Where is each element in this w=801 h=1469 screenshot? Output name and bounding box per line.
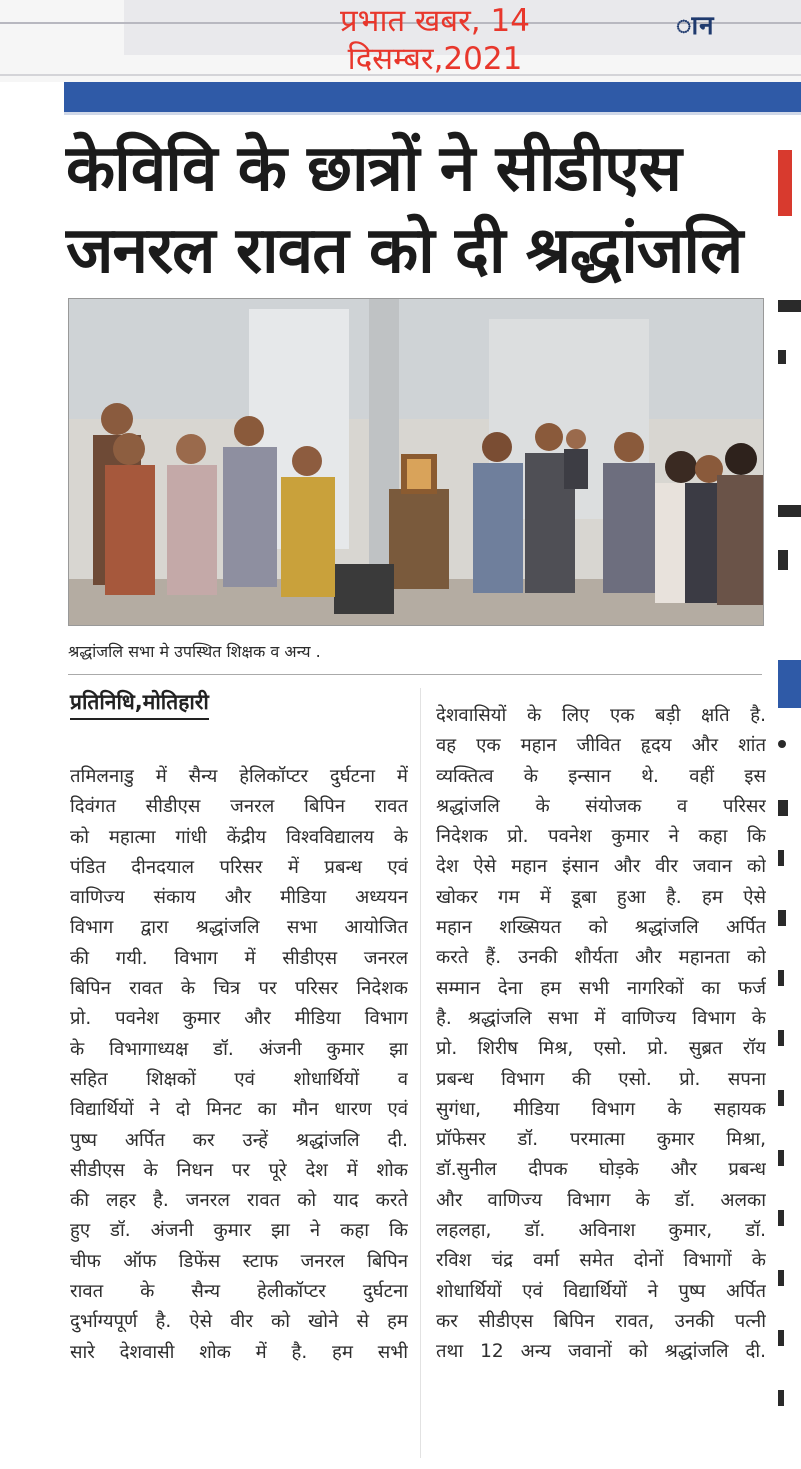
article-line: प्रो. शिरीष मिश्र, एसो. प्रो. सुब्रत रॉय <box>436 1038 766 1060</box>
article-line: विद्यार्थियों ने दो मिनट का मौन धारण एवं <box>70 1099 408 1121</box>
masthead-fragment: ान <box>676 11 715 41</box>
article-line: दिवंगत सीडीएस जनरल बिपिन रावत <box>70 796 408 818</box>
article-line: रावत के सैन्य हेलीकॉप्टर दुर्घटना <box>70 1281 408 1303</box>
byline: प्रतिनिधि,मोतिहारी <box>70 688 209 720</box>
article-line: के विभागाध्यक्ष डॉ. अंजनी कुमार झा <box>70 1038 408 1060</box>
article-line: की गयी. विभाग में सीडीएस जनरल <box>70 947 408 969</box>
article-line: बिपिन रावत के चित्र पर परिसर निदेशक <box>70 978 408 1000</box>
article-line: प्रबन्ध विभाग की एसो. प्रो. सपना <box>436 1068 766 1090</box>
article-line: व्यक्तित्व के इन्सान थे. वहीं इस <box>436 765 766 787</box>
article-line: चीफ ऑफ डिफेंस स्टाफ जनरल बिपिन <box>70 1250 408 1272</box>
article-line: और वाणिज्य विभाग के डॉ. अलका <box>436 1189 766 1211</box>
adjacent-column-fragment <box>778 150 801 1469</box>
article-line: सीडीएस के निधन पर पूरे देश में शोक <box>70 1159 408 1181</box>
caption-divider <box>68 674 762 675</box>
section-bar-underline <box>64 112 801 115</box>
article-line: हुए डॉ. अंजनी कुमार झा ने कहा कि <box>70 1220 408 1242</box>
article-line: सम्मान देना हम सभी नागरिकों का फर्ज <box>436 977 766 999</box>
headline <box>66 128 786 292</box>
date-line: दिसम्बर,2021 <box>347 41 523 77</box>
article-line: विभाग द्वारा श्रद्धांजलि सभा आयोजित <box>70 917 408 939</box>
article-line: को महात्मा गांधी केंद्रीय विश्वविद्यालय के <box>70 826 408 848</box>
article-line: करते हैं. उनकी शौर्यता और महानता को <box>436 947 766 969</box>
article-line: है. श्रद्धांजलि सभा में वाणिज्य विभाग के <box>436 1007 766 1029</box>
source-date-overlay <box>300 2 570 78</box>
article-line: श्रद्धांजलि के संयोजक व परिसर <box>436 795 766 817</box>
column-rule <box>420 688 421 1458</box>
article-line: वह एक महान जीवित हृदय और शांत <box>436 735 766 757</box>
headline-line-1: केविवि के छात्रों ने सीडीएस <box>66 132 681 206</box>
article-line: सारे देशवासी शोक में है. हम सभी <box>70 1341 408 1363</box>
article-line: देश ऐसे महान इंसान और वीर जवान को <box>436 856 766 878</box>
article-line: की लहर है. जनरल रावत को याद करते <box>70 1190 408 1212</box>
article-line: लहलहा, डॉ. अविनाश कुमार, डॉ. <box>436 1220 766 1242</box>
article-line: सहित शिक्षकों एवं शोधार्थियों व <box>70 1068 408 1090</box>
article-line: निदेशक प्रो. पवनेश कुमार ने कहा कि <box>436 826 766 848</box>
article-column-1 <box>70 762 408 1368</box>
article-line: प्रॉफेसर डॉ. परमात्मा कुमार मिश्रा, <box>436 1129 766 1151</box>
article-line: सुगंधा, मीडिया विभाग के सहायक <box>436 1098 766 1120</box>
section-color-bar <box>64 82 801 112</box>
group-photo-illustration <box>69 299 763 625</box>
article-line: कर सीडीएस बिपिन रावत, उनकी पत्नी <box>436 1310 766 1332</box>
article-line: महान शख्सियत को श्रद्धांजलि अर्पित <box>436 917 766 939</box>
article-line: रविश चंद्र वर्मा समेत दोनों विभागों के <box>436 1250 766 1272</box>
article-line: डॉ.सुनील दीपक घोड़के और प्रबन्ध <box>436 1159 766 1181</box>
article-line: तथा 12 अन्य जवानों को श्रद्धांजलि दी. <box>436 1341 766 1363</box>
article-line: दुर्भाग्यपूर्ण है. ऐसे वीर को खोने से हम <box>70 1311 408 1333</box>
article-line: पुष्प अर्पित कर उन्हें श्रद्धांजलि दी. <box>70 1129 408 1151</box>
headline-line-2: जनरल रावत को दी श्रद्धांजलि <box>66 214 743 288</box>
article-line: वाणिज्य संकाय और मीडिया अध्ययन <box>70 887 408 909</box>
article-line: तमिलनाडु में सैन्य हेलिकॉप्टर दुर्घटना में <box>70 766 408 787</box>
source-line: प्रभात खबर, 14 <box>340 3 530 39</box>
article-line: देशवासियों के लिए एक बड़ी क्षति है. <box>436 705 766 726</box>
photo-caption: श्रद्धांजलि सभा मे उपस्थित शिक्षक व अन्य . <box>68 642 321 661</box>
article-line: शोधार्थियों एवं विद्यार्थियों ने पुष्प अर्पित <box>436 1280 766 1302</box>
article-line: पंडित दीनदयाल परिसर में प्रबन्ध एवं <box>70 856 408 878</box>
article-column-2 <box>436 701 766 1368</box>
article-line: प्रो. पवनेश कुमार और मीडिया विभाग <box>70 1008 408 1030</box>
news-photo <box>68 298 764 626</box>
article-line: खोकर गम में डूबा हुआ है. हम ऐसे <box>436 886 766 908</box>
